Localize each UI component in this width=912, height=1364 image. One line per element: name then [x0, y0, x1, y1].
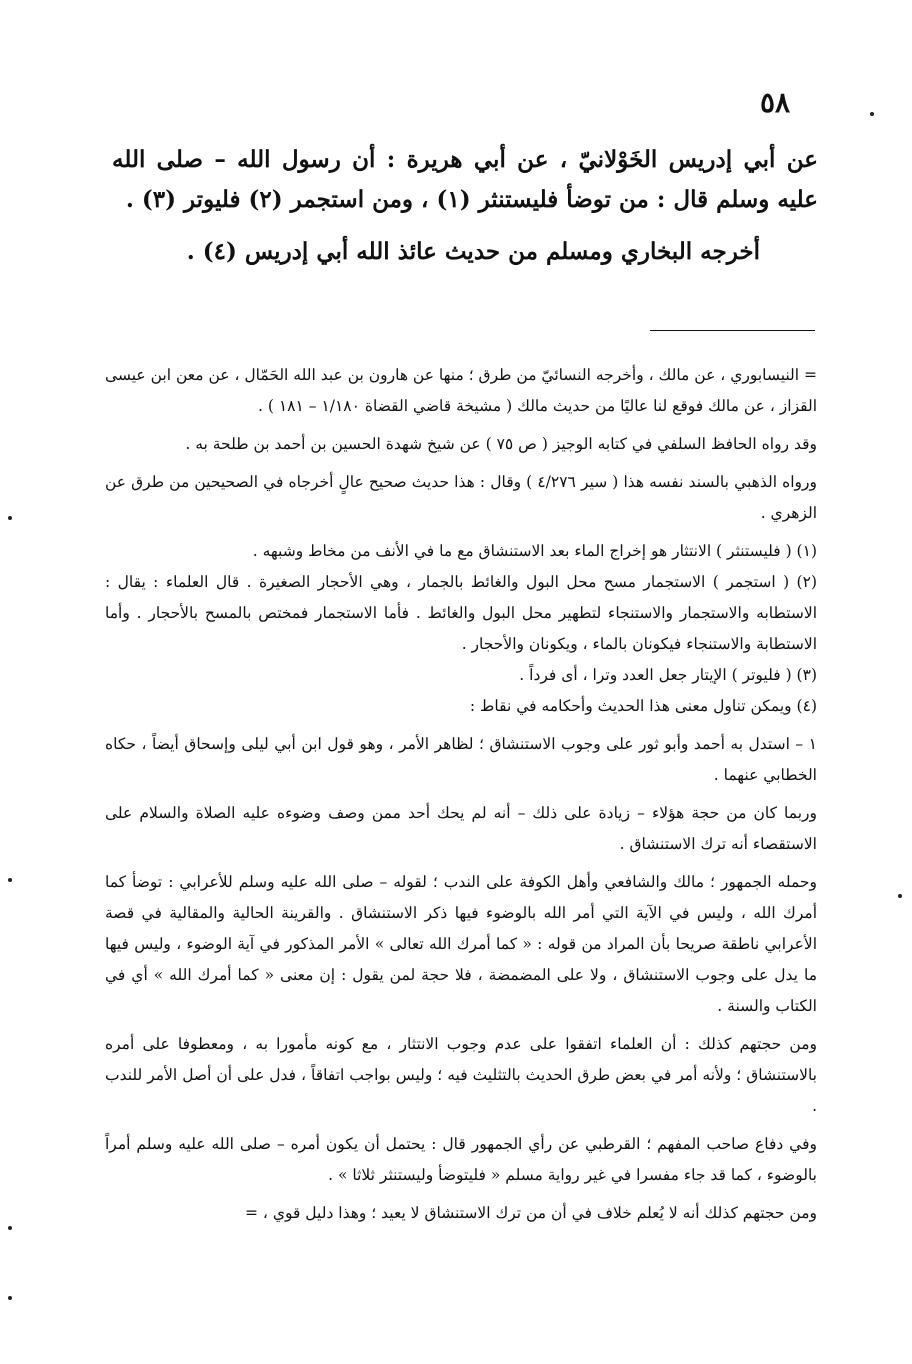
footnote-3: (٣) ( فليوتر ) الإيتار جعل العدد وترا ، أى فرداً .	[519, 666, 817, 684]
footnote-paragraph: ومن حجتهم كذلك : أن العلماء اتفقوا على عدم وجوب الانتثار ، مع كونه مأمورا به ، ومعطوفا على أمره بالاستنشاق ؛ ولأنه أمر في بعض طرق الحديث بالتثليث فيه ؛ وليس بواجب اتفاقاً ، فدل على أن أصل الأمر للندب .	[105, 1035, 817, 1115]
footnote-paragraph: وربما كان من حجة هؤلاء – زيادة على ذلك – أنه لم يحك أحد ممن وصف وضوءه عليه الصلاة والسلام على الاستقصاء أنه ترك الاستنشاق .	[105, 804, 817, 853]
footnote-paragraph: وحمله الجمهور ؛ مالك والشافعي وأهل الكوفة على الندب ؛ لقوله – صلى الله عليه وسلم للأعرابي : توضأ كما أمرك الله ، وليس في الآية التي أمر الله بالوضوء فيها ذكر الاستنشاق . والقرينة الحالية والمقالية في قصة الأعرابي ناطقة صريحا بأن المراد من قوله : « كما أمرك الله تعالى » الأمر المذكور في آية الوضوء ، وليس فيها ما يدل على وجوب الاستنشاق ، ولا على المضمضة ، فلا حجة لمن يقول : إن معنى « كما أمرك الله » أي في الكتاب والسنة .	[105, 873, 818, 1015]
page-number: ٥٨	[760, 86, 791, 119]
scan-speck	[8, 1226, 12, 1230]
hadith-text	[112, 140, 818, 272]
scan-speck	[870, 112, 874, 116]
footnote-2: (٢) ( استجمر ) الاستجمار مسح محل البول والغائط بالجمار ، وهي الأحجار الصغيرة . قال العلماء : يقال : الاستطابه والاستجمار والاستنجاء لتطهير محل البول والغائط . فأما الاستجمار فمختص بالمسح بالأحجار . وأما الاستطابة والاستنجاء فيكونان بالماء ، ويكونان والأحجار .	[105, 573, 817, 653]
footnote-paragraph: ورواه الذهبي بالسند نفسه هذا ( سير ٤/٢٧٦ ) وقال : هذا حديث صحيح عالٍ أخرجاه في الصحيحين من طرق عن الزهري .	[105, 473, 817, 522]
footnote-paragraph: = النيسابوري ، عن مالك ، وأخرجه النسائيّ من طرق ؛ منها عن هارون بن عبد الله الحَمّال ، عن معن ابن عيسى القزاز ، عن مالك فوقع لنا عاليًا من حديث مالك ( مشيخة قاضي القضاة ١/١٨٠ – ١٨١ ) .	[105, 366, 817, 415]
scan-speck	[8, 878, 12, 882]
scan-speck	[898, 894, 902, 898]
hadith-source: أخرجه البخاري ومسلم من حديث عائذ الله أبي إدريس (٤) .	[186, 238, 760, 265]
footnotes-section	[105, 360, 817, 1236]
footnote-paragraph: وفي دفاع صاحب المفهم ؛ القرطبي عن رأي الجمهور قال : يحتمل أن يكون أمره – صلى الله عليه وسلم أمراً بالوضوء ، كما قد جاء مفسرا في غير رواية مسلم « فليتوضأ وليستنثر ثلاثا » .	[105, 1135, 817, 1184]
footnote-paragraph: ١ – استدل به أحمد وأبو ثور على وجوب الاستنشاق ؛ لظاهر الأمر ، وهو قول ابن أبي ليلى وإسحاق أيضاً ، حكاه الخطابي عنهما .	[105, 735, 817, 784]
footnote-4: (٤) ويمكن تناول معنى هذا الحديث وأحكامه في نقاط :	[469, 697, 817, 715]
footnote-divider	[650, 330, 815, 331]
scan-speck	[8, 1296, 12, 1300]
footnote-1: (١) ( فليستنثر ) الانتثار هو إخراج الماء بعد الاستنشاق مع ما في الأنف من مخاط وشبهه .	[252, 542, 817, 560]
scan-speck	[8, 516, 12, 520]
hadith-paragraph: عن أبي إدريس الخَوْلانيّ ، عن أبي هريرة : أن رسول الله – صلى الله عليه وسلم قال : من توضأ فليستنثر (١) ، ومن استجمر (٢) فليوتر (٣) .	[112, 146, 818, 213]
footnote-paragraph: وقد رواه الحافظ السلفي في كتابه الوجيز ( ص ٧٥ ) عن شيخ شهدة الحسين بن أحمد بن طلحة به .	[185, 435, 817, 453]
footnote-paragraph: ومن حجتهم كذلك أنه لا يُعلم خلاف في أن من ترك الاستنشاق لا يعيد ؛ وهذا دليل قوي ، =	[244, 1204, 817, 1222]
